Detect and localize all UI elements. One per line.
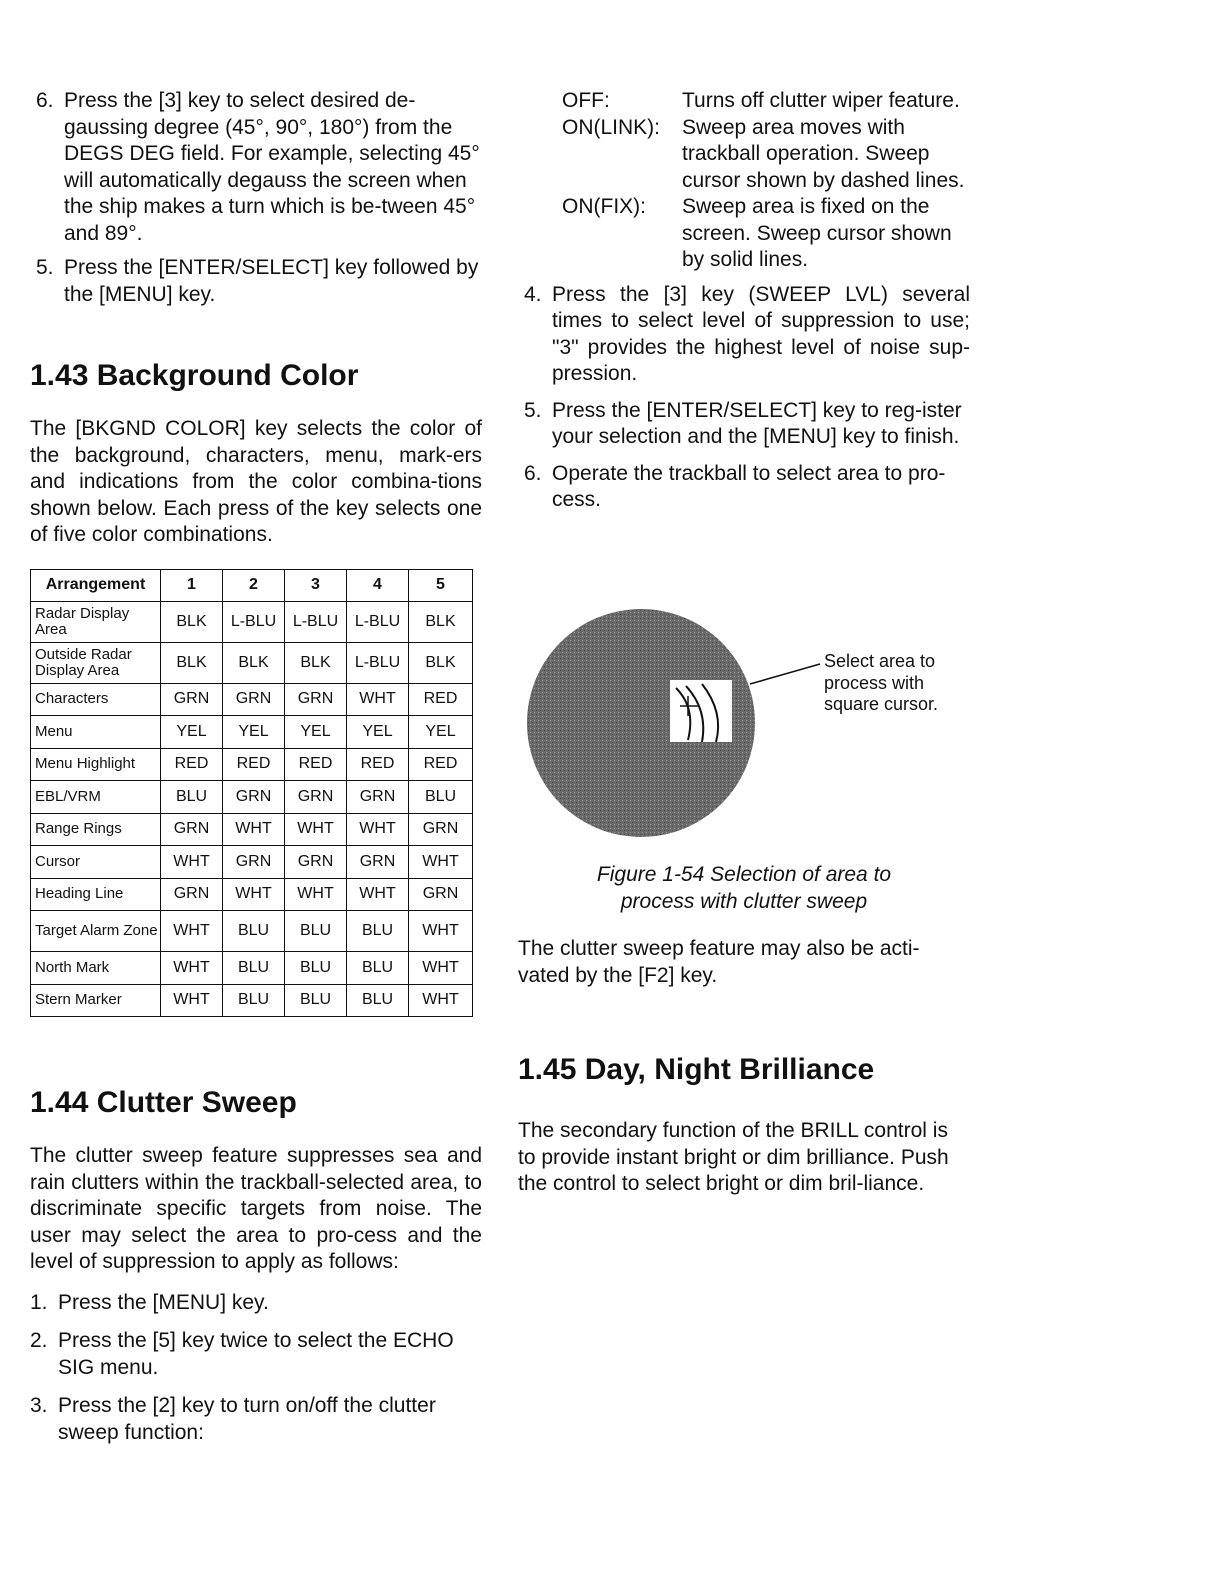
table-cell: BLU (285, 952, 347, 985)
table-row (31, 846, 473, 879)
brilliance-paragraph: The secondary function of the BRILL control is to provide instant bright or dim brilliance. Push the control to select bright or dim bril-liance. (518, 1119, 949, 1195)
table-cell: WHT (347, 878, 409, 911)
step-number: 5. (524, 398, 542, 422)
table-cell: GRN (285, 683, 347, 716)
row-label: Outside Radar Display Area (31, 642, 161, 683)
radar-display-circle (527, 609, 755, 837)
list-item (30, 1328, 482, 1381)
table-cell: WHT (223, 878, 285, 911)
option-value: Sweep area moves with trackball operation. Sweep cursor shown by dashed lines. (682, 115, 965, 192)
row-label: Menu Highlight (31, 748, 161, 781)
radar-scope-illustration (518, 608, 978, 848)
table-cell: RED (285, 748, 347, 781)
clutter-steps-list (30, 1290, 482, 1447)
table-cell: WHT (161, 952, 223, 985)
table-row (31, 952, 473, 985)
step-text: Operate the trackball to select area to pro-cess. (552, 461, 946, 511)
table-cell: GRN (409, 813, 473, 846)
table-cell: BLK (223, 642, 285, 683)
row-label: Stern Marker (31, 984, 161, 1017)
row-label: North Mark (31, 952, 161, 985)
option-value: Turns off clutter wiper feature. (682, 89, 960, 112)
list-item (524, 461, 970, 514)
color-arrangement-table (30, 569, 473, 1018)
column-header: 1 (161, 569, 223, 601)
row-label: EBL/VRM (31, 781, 161, 814)
option-key: ON(LINK): (562, 115, 661, 139)
leader-line (750, 664, 820, 684)
table-cell: BLK (161, 601, 223, 642)
table-cell: YEL (161, 716, 223, 749)
table-cell: BLU (223, 984, 285, 1017)
degauss-step-6 (30, 88, 482, 247)
step-number: 2. (30, 1329, 48, 1352)
table-cell: YEL (223, 716, 285, 749)
clutter-sweep-paragraph: The clutter sweep feature suppresses sea and rain clutters within the trackball-selected area, to discriminate specific targets from noise. The user may select the area to pro-cess and the level of suppression to apply as follows: (30, 1144, 482, 1273)
table-cell: WHT (285, 813, 347, 846)
table-cell: GRN (161, 683, 223, 716)
table-cell: BLK (285, 642, 347, 683)
step-number: 1. (30, 1290, 48, 1314)
figure-label: Select area to process with square cursor. (824, 651, 939, 714)
table-cell: BLU (347, 911, 409, 952)
table-cell: GRN (347, 846, 409, 879)
figure-caption: Figure 1-54 Selection of area to process with clutter sweep (596, 863, 892, 913)
table-cell: BLU (285, 984, 347, 1017)
step-text: Press the [2] key to turn on/off the clutter sweep function: (58, 1394, 436, 1444)
step-number: 5. (36, 256, 54, 279)
step-text: Press the [ENTER/SELECT] key followed by the [MENU] key. (64, 256, 479, 306)
table-cell: L-BLU (223, 601, 285, 642)
table-cell: RED (409, 683, 473, 716)
table-row (31, 601, 473, 642)
list-item (524, 282, 970, 388)
list-item (30, 1393, 482, 1446)
column-header: Arrangement (31, 569, 161, 601)
sweep-arc-lines (676, 684, 718, 742)
table-cell: BLU (285, 911, 347, 952)
step-number: 4. (524, 282, 542, 306)
table-row (31, 781, 473, 814)
option-on-link (562, 115, 970, 195)
table-row (31, 748, 473, 781)
table-cell: BLK (409, 642, 473, 683)
f2-note-paragraph: The clutter sweep feature may also be acti-vated by the [F2] key. (518, 937, 920, 987)
table-cell: GRN (161, 813, 223, 846)
row-label: Heading Line (31, 878, 161, 911)
table-cell: BLU (223, 952, 285, 985)
step-number: 6. (36, 89, 54, 112)
sweep-steps-list (518, 282, 970, 514)
table-cell: GRN (285, 846, 347, 879)
table-cell: GRN (347, 781, 409, 814)
table-cell: WHT (409, 846, 473, 879)
table-cell: GRN (223, 781, 285, 814)
option-off (562, 88, 970, 115)
table-cell: WHT (347, 683, 409, 716)
table-cell: RED (347, 748, 409, 781)
table-cell: WHT (223, 813, 285, 846)
step-text: Press the [MENU] key. (58, 1290, 269, 1314)
step-number: 3. (30, 1394, 48, 1417)
table-row (31, 683, 473, 716)
table-cell: GRN (285, 781, 347, 814)
sweep-options-list (518, 88, 970, 274)
list-item (30, 1290, 482, 1317)
table-cell: YEL (285, 716, 347, 749)
row-label: Range Rings (31, 813, 161, 846)
table-cell: L-BLU (347, 642, 409, 683)
table-cell: WHT (409, 911, 473, 952)
table-cell: YEL (347, 716, 409, 749)
table-cell: GRN (161, 878, 223, 911)
right-column (518, 88, 970, 1195)
table-row (31, 984, 473, 1017)
table-row (31, 642, 473, 683)
heading-clutter-sweep: 1.44 Clutter Sweep (30, 1086, 297, 1119)
cross-mark (680, 696, 698, 716)
step-text: Press the [3] key (SWEEP LVL) several times to select level of suppression to use; "3" provides the highest level of noise sup-pression. (552, 282, 970, 385)
table-cell: BLU (223, 911, 285, 952)
table-cell: YEL (409, 716, 473, 749)
table-cell: L-BLU (347, 601, 409, 642)
table-cell: WHT (161, 911, 223, 952)
column-header: 3 (285, 569, 347, 601)
table-cell: BLU (347, 952, 409, 985)
row-label: Characters (31, 683, 161, 716)
left-column (30, 88, 482, 1446)
table-cell: BLU (347, 984, 409, 1017)
table-cell: BLK (161, 642, 223, 683)
table-cell: BLU (409, 781, 473, 814)
table-cell: GRN (409, 878, 473, 911)
table-cell: RED (409, 748, 473, 781)
degauss-step-5 (30, 255, 482, 308)
table-header-row (31, 569, 473, 601)
step-text: Press the [ENTER/SELECT] key to reg-ister your selection and the [MENU] key to finish. (552, 398, 962, 448)
table-row (31, 911, 473, 952)
table-cell: BLU (161, 781, 223, 814)
table-cell: WHT (409, 952, 473, 985)
step-text: Press the [3] key to select desired de-gaussing degree (45°, 90°, 180°) from the DEGS DEG field. For example, selecting 45° will automatically degauss the screen when the ship makes a turn which is be-tween 45° and 89°. (64, 89, 480, 245)
table-row (31, 716, 473, 749)
row-label: Target Alarm Zone (31, 911, 161, 952)
option-value: Sweep area is fixed on the screen. Sweep cursor shown by solid lines. (682, 195, 952, 271)
heading-background-color: 1.43 Background Color (30, 359, 359, 392)
heading-day-night-brilliance: 1.45 Day, Night Brilliance (518, 1053, 875, 1086)
table-cell: L-BLU (285, 601, 347, 642)
table-cell: WHT (285, 878, 347, 911)
table-cell: BLK (409, 601, 473, 642)
row-label: Menu (31, 716, 161, 749)
step-text: Press the [5] key twice to select the ECHO SIG menu. (58, 1329, 454, 1379)
background-color-paragraph: The [BKGND COLOR] key selects the color of the background, characters, menu, mark-ers and indications from the color combina-tions shown below. Each press of the key selects one of five color combinations. (30, 417, 482, 546)
option-key: OFF: (562, 89, 610, 112)
table-cell: WHT (161, 846, 223, 879)
row-label: Radar Display Area (31, 601, 161, 642)
option-on-fix (562, 194, 970, 274)
table-row (31, 813, 473, 846)
column-header: 2 (223, 569, 285, 601)
table-cell: RED (223, 748, 285, 781)
table-cell: RED (161, 748, 223, 781)
table-cell: WHT (347, 813, 409, 846)
row-label: Cursor (31, 846, 161, 879)
table-cell: GRN (223, 683, 285, 716)
table-row (31, 878, 473, 911)
column-header: 5 (409, 569, 473, 601)
option-key: ON(FIX): (562, 195, 646, 218)
table-cell: WHT (409, 984, 473, 1017)
step-number: 6. (524, 461, 542, 485)
table-cell: WHT (161, 984, 223, 1017)
list-item (524, 398, 970, 451)
square-cursor-area (670, 680, 732, 742)
column-header: 4 (347, 569, 409, 601)
table-cell: GRN (223, 846, 285, 879)
